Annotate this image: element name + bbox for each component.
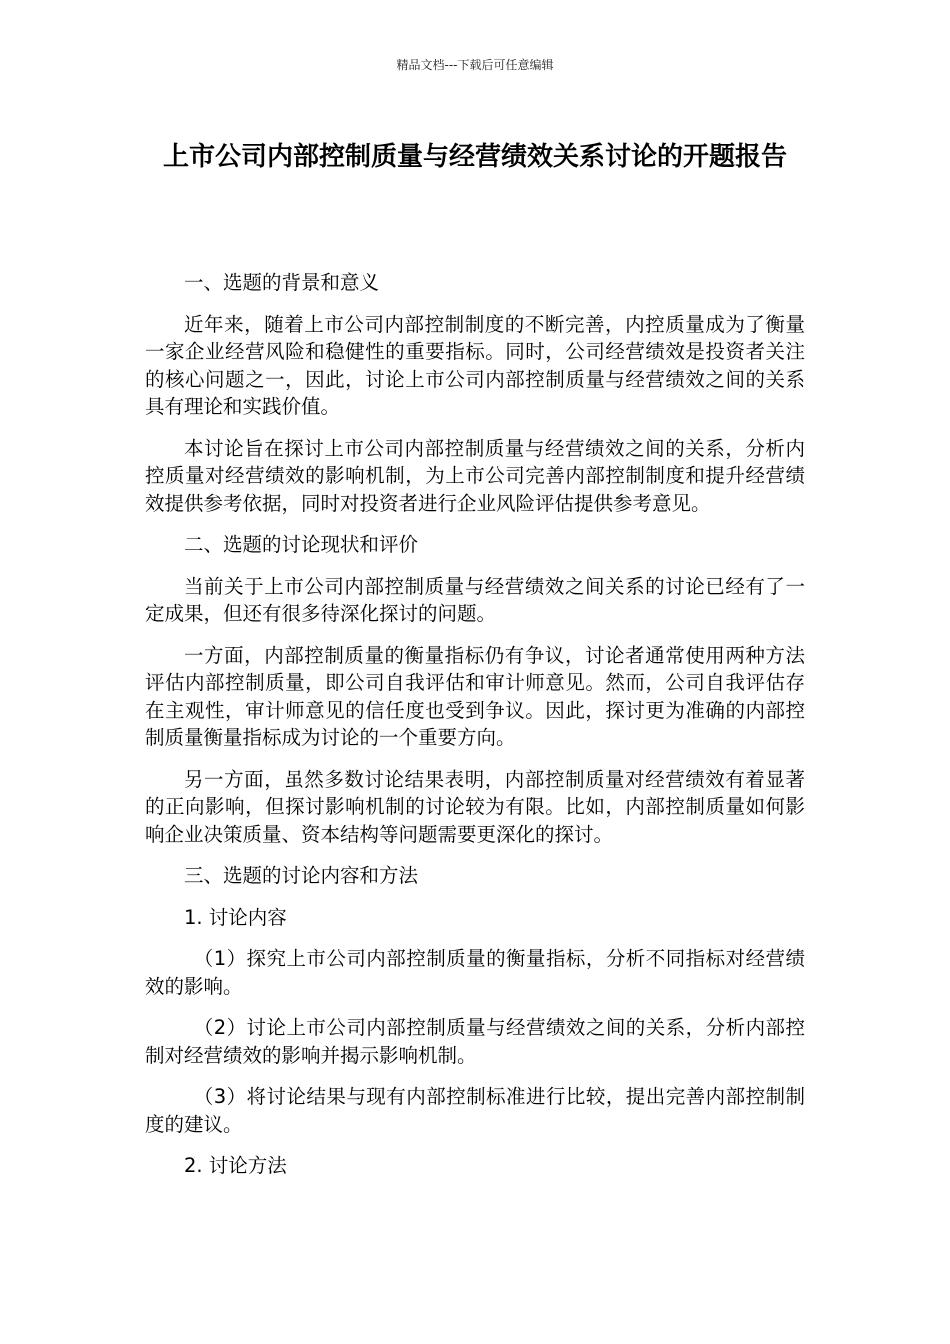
list-item: （2）讨论上市公司内部控制质量与经营绩效之间的关系，分析内部控制对经营绩效的影响并揭示影响机制。: [145, 1016, 805, 1067]
page-header-note: 精品文档---下载后可任意编辑: [396, 58, 554, 72]
section-heading-background: 一、选题的背景和意义: [184, 271, 380, 294]
body-paragraph: 另一方面，虽然多数讨论结果表明，内部控制质量对经营绩效有着显著的正向影响，但探讨影响机制的讨论较为有限。比如，内部控制质量如何影响企业决策质量、资本结构等问题需要更深化的探讨。: [145, 767, 805, 846]
document-title: 上市公司内部控制质量与经营绩效关系讨论的开题报告: [162, 142, 787, 172]
body-paragraph: 本讨论旨在探讨上市公司内部控制质量与经营绩效之间的关系，分析内控质量对经营绩效的影响机制，为上市公司完善内部控制制度和提升经营绩效提供参考依据，同时对投资者进行企业风险评估提供参考意见。: [145, 436, 805, 515]
body-paragraph: 一方面，内部控制质量的衡量指标仍有争议，讨论者通常使用两种方法评估内部控制质量，即公司自我评估和审计师意见。然而，公司自我评估存在主观性，审计师意见的信任度也受到争议。因此，探讨更为准确的内部控制质量衡量指标成为讨论的一个重要方向。: [145, 643, 805, 749]
list-item: （1）探究上市公司内部控制质量的衡量指标，分析不同指标对经营绩效的影响。: [145, 947, 805, 998]
section-heading-status: 二、选题的讨论现状和评价: [184, 533, 419, 556]
body-paragraph: 近年来，随着上市公司内部控制制度的不断完善，内控质量成为了衡量一家企业经营风险和稳健性的重要指标。同时，公司经营绩效是投资者关注的核心问题之一，因此，讨论上市公司内部控制质量与经营绩效之间的关系具有理论和实践价值。: [145, 312, 805, 418]
body-paragraph: 当前关于上市公司内部控制质量与经营绩效之间关系的讨论已经有了一定成果，但还有很多待深化探讨的问题。: [145, 574, 805, 625]
document-body: [145, 269, 805, 1194]
subsection-heading-method: 2. 讨论方法: [184, 1154, 287, 1177]
list-item: （3）将讨论结果与现有内部控制标准进行比较，提出完善内部控制制度的建议。: [145, 1085, 805, 1136]
section-heading-content-method: 三、选题的讨论内容和方法: [184, 864, 419, 887]
subsection-heading-content: 1. 讨论内容: [184, 905, 287, 929]
